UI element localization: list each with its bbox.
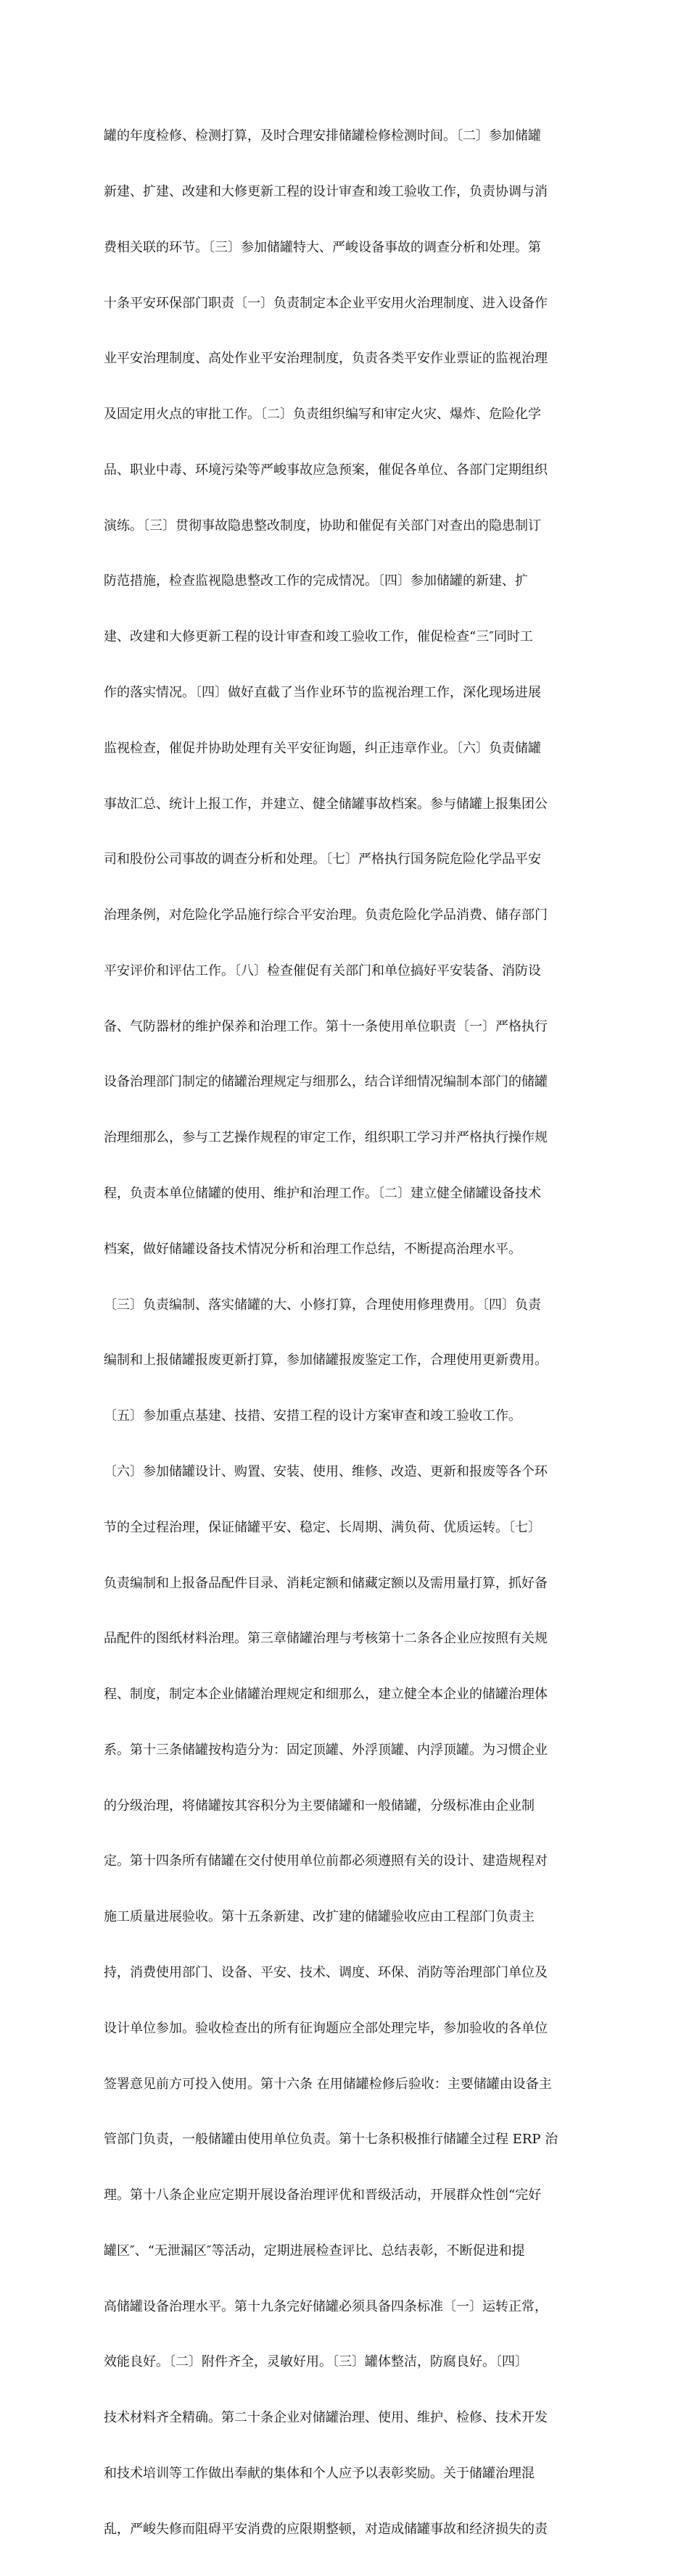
text-line: 系。第十三条储罐按构造分为：固定顶罐、外浮顶罐、内浮顶罐。为习惯企业 [104, 1742, 548, 1758]
text-line: 平安评价和评估工作。〔八〕检查催促有关部门和单位搞好平安装备、消防设 [104, 963, 541, 979]
text-line: 管部门负责，一般储罐由使用单位负责。第十七条积极推行储罐全过程 ERP 治 [104, 2132, 558, 2148]
text-line: 程，负责本单位储罐的使用、维护和治理工作。〔二〕建立健全储罐设备技术 [104, 1186, 541, 1202]
text-line: 业平安治理制度、高处作业平安治理制度，负责各类平安作业票证的监视治理 [104, 351, 548, 367]
text-line: 和技术培训等工作做出奉献的集体和个人应予以表彰奖励。关于储罐治理混 [104, 2466, 535, 2481]
text-line: 节的全过程治理，保证储罐平安、稳定、长周期、满负荷、优质运转。〔七〕 [104, 1519, 541, 1535]
text-line: 签署意见前方可投入使用。第十六条 在用储罐检修后验收：主要储罐由设备主 [104, 2076, 552, 2092]
text-line: 事故汇总、统计上报工作，并建立、健全储罐事故档案。参与储罐上报集团公 [104, 796, 548, 812]
text-line: 乱，严峻失修而阻碍平安消费的应限期整顿，对造成储罐事故和经济损失的责 [104, 2521, 548, 2537]
text-line: 的分级治理，将储罐按其容积分为主要储罐和一般储罐，分级标准由企业制 [104, 1798, 535, 1813]
text-line: 备、气防器材的维护保养和治理工作。第十一条使用单位职责〔一〕严格执行 [104, 1018, 548, 1034]
text-line: 定。第十四条所有储罐在交付使用单位前都必须遵照有关的设计、建造规程对 [104, 1853, 548, 1869]
text-line: 高储罐设备治理水平。第十九条完好储罐必须具备四条标准〔一〕运转正常， [104, 2298, 548, 2314]
text-line: 档案，做好储罐设备技术情况分析和治理工作总结，不断提高治理水平。 [104, 1241, 521, 1257]
text-line: 程、制度，制定本企业储罐治理规定和细那么，建立健全本企业的储罐治理体 [104, 1687, 548, 1703]
text-line: 治理细那么，参与工艺操作规程的审定工作，组织职工学习并严格执行操作规 [104, 1130, 548, 1146]
text-line: 设计单位参加。验收检查出的所有征询题应全部处理完毕，参加验收的各单位 [104, 2020, 548, 2036]
text-line: 司和股份公司事故的调查分析和处理。〔七〕严格执行国务院危险化学品平安 [104, 852, 541, 868]
text-line: 品配件的图纸材料治理。第三章储罐治理与考核第十二条各企业应按照有关规 [104, 1631, 548, 1647]
text-line: 技术材料齐全精确。第二十条企业对储罐治理、使用、维护、检修、技术开发 [104, 2410, 548, 2426]
text-line: 治理条例，对危险化学品施行综合平安治理。负责危险化学品消费、储存部门 [104, 907, 548, 923]
text-line: 罐区″、“无泄漏区″等活动，定期进展检查评比、总结表彰，不断促进和提 [104, 2243, 525, 2259]
text-line: 持，消费使用部门、设备、平安、技术、调度、环保、消防等治理部门单位及 [104, 1964, 548, 1980]
text-line: 编制和上报储罐报废更新打算，参加储罐报废鉴定工作，合理使用更新费用。 [104, 1353, 548, 1368]
text-line: 品、职业中毒、环境污染等严峻事故应急预案，催促各单位、各部门定期组织 [104, 462, 548, 478]
text-line: 理。第十八条企业应定期开展设备治理评优和晋级活动，开展群众性创“完好 [104, 2187, 542, 2203]
body-text [104, 90, 585, 2576]
text-line: 负责编制和上报备品配件目录、消耗定额和储藏定额以及需用量打算，抓好备 [104, 1575, 548, 1591]
text-line: 设备治理部门制定的储罐治理规定与细那么，结合详细情况编制本部门的储罐 [104, 1074, 548, 1090]
text-line: 及固定用火点的审批工作。〔二〕负责组织编写和审定火灾、爆炸、危险化学 [104, 407, 541, 423]
text-line: 效能良好。〔二〕附件齐全，灵敏好用。〔三〕罐体整洁，防腐良好。〔四〕 [104, 2354, 528, 2370]
text-line: 〔五〕参加重点基建、技措、安措工程的设计方案审查和竣工验收工作。 [104, 1408, 521, 1424]
text-line: 建、改建和大修更新工程的设计审查和竣工验收工作，催促检查“三″同时工 [104, 629, 533, 645]
text-line: 演练。〔三〕贯彻事故隐患整改制度，协助和催促有关部门对查出的隐患制订 [104, 518, 541, 533]
text-line: 防范措施，检查监视隐患整改工作的完成情况。〔四〕参加储罐的新建、扩 [104, 573, 528, 589]
text-line: 新建、扩建、改建和大修更新工程的设计审查和竣工验收工作，负责协调与消 [104, 183, 548, 199]
text-line: 费相关联的环节。〔三〕参加储罐特大、严峻设备事故的调查分析和处理。第 [104, 239, 541, 255]
text-line: 罐的年度检修、检测打算，及时合理安排储罐检修检测时间。〔二〕参加储罐 [104, 128, 541, 144]
text-line: 〔三〕负责编制、落实储罐的大、小修打算，合理使用修理费用。〔四〕负责 [104, 1297, 541, 1313]
text-line: 施工质量进展验收。第十五条新建、改扩建的储罐验收应由工程部门负责主 [104, 1909, 535, 1925]
text-line: 十条平安环保部门职责〔一〕负责制定本企业平安用火治理制度、进入设备作 [104, 295, 548, 311]
text-line: 监视检查，催促并协助处理有关平安征询题，纠正违章作业。〔六〕负责储罐 [104, 740, 541, 756]
text-line: 〔六〕参加储罐设计、购置、安装、使用、维修、改造、更新和报废等各个环 [104, 1463, 548, 1479]
text-line: 作的落实情况。〔四〕做好直截了当作业环节的监视治理工作，深化现场进展 [104, 685, 541, 700]
